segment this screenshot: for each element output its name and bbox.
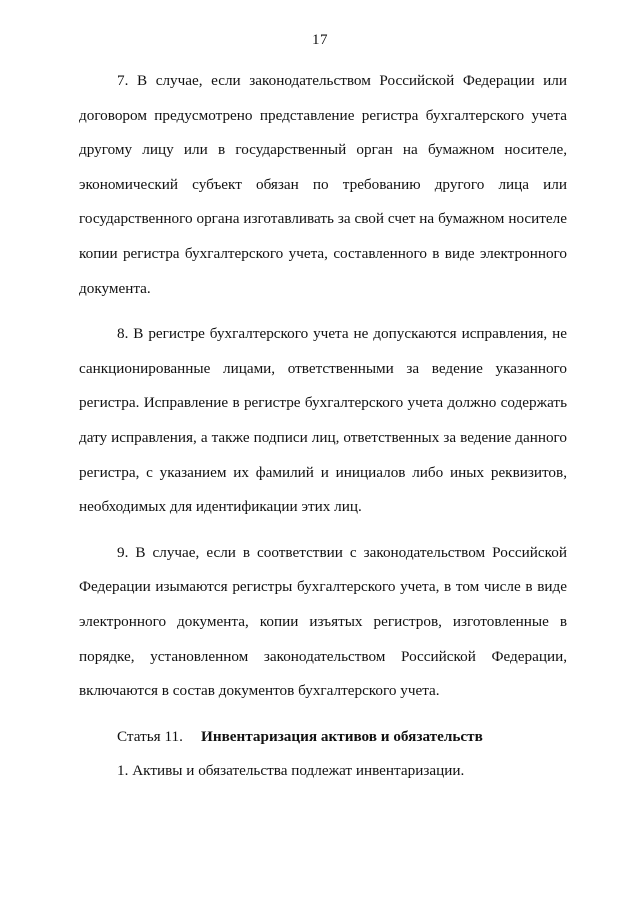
article-paragraph-1: 1. Активы и обязательства подлежат инвентаризации. (117, 762, 465, 780)
page-number: 17 (312, 32, 328, 48)
article-number: Статья 11. (117, 727, 183, 745)
paragraph-9: 9. В случае, если в соответствии с законодательством Российской Федерации изымаются регистры бухгалтерского учета, в том числе в виде электронного документа, копии изъятых регистров, изготовленные в порядке, установленном законодательством Российской Федерации, включаются в состав документов бухгалтерского учета. (79, 543, 567, 700)
paragraph-8: 8. В регистре бухгалтерского учета не допускаются исправления, не санкционированные лицами, ответственными за ведение указанного регистра. Исправление в регистре бухгалтерского учета должно содержать дату исправления, а также подписи лиц, ответственных за ведение данного регистра, с указанием их фамилий и инициалов либо иных реквизитов, необходимых для идентификации этих лиц. (79, 325, 567, 516)
article-heading (79, 720, 567, 755)
document-body (79, 64, 567, 800)
paragraph-7: 7. В случае, если законодательством Российской Федерации или договором предусмотрено представление регистра бухгалтерского учета другому лицу или в государственный орган на бумажном носителе, экономический субъект обязан по требованию другого лица или государственного органа изготавливать за свой счет на бумажном носителе копии регистра бухгалтерского учета, составленного в виде электронного документа. (79, 72, 567, 297)
article-title: Инвентаризация активов и обязательств (201, 727, 483, 745)
